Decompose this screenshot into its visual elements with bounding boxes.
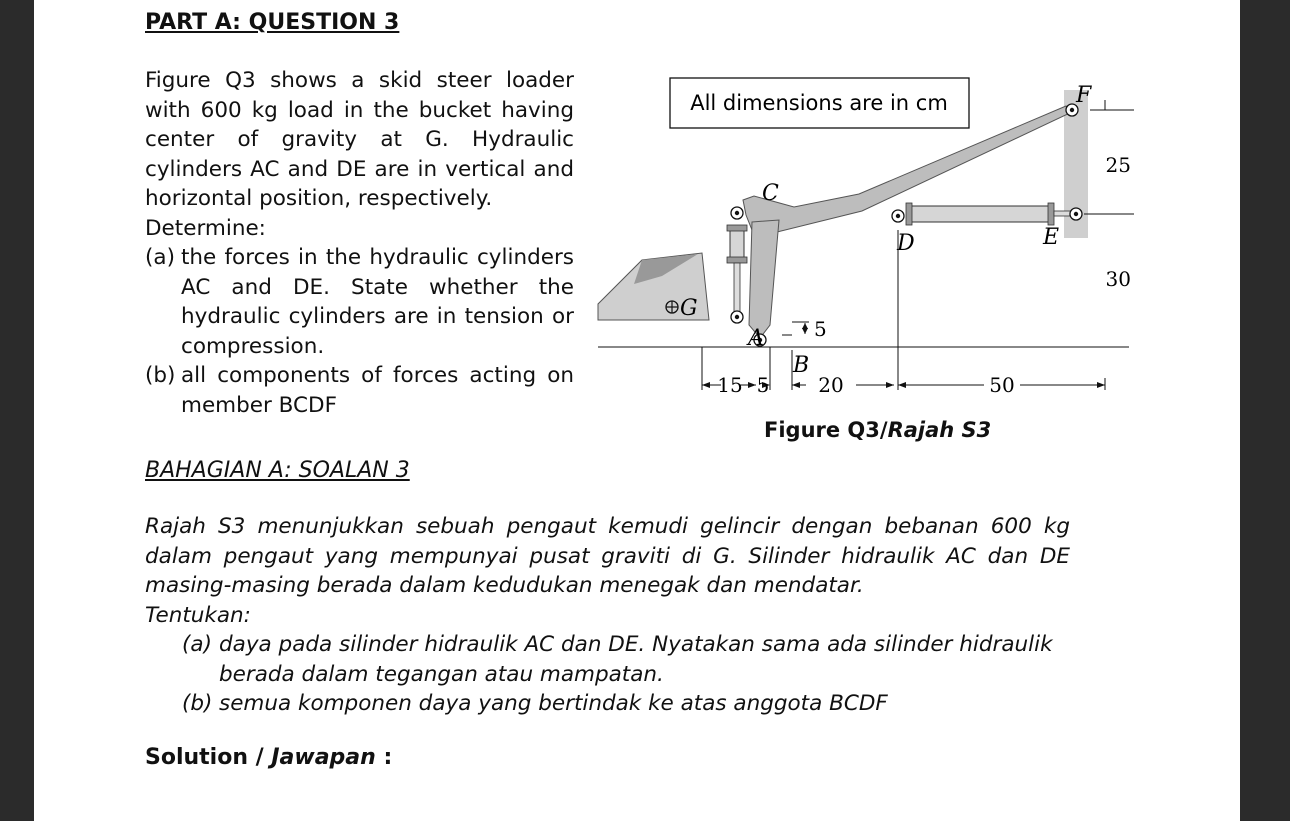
bahagian-a-item-b-text: semua komponen daya yang bertindak ke atas anggota BCDF: [219, 691, 888, 716]
solution-label-text: Solution /: [145, 745, 272, 770]
cylinder-ac-rod: [734, 263, 740, 313]
label-c: C: [762, 181, 779, 206]
figure-q3-diagram: [594, 70, 1134, 405]
bahagian-a-item-a-text: daya pada silinder hidraulik AC dan DE. Nyatakan sama ada silinder hidraulik berada dalam tegangan atau mampatan.: [219, 632, 1053, 687]
label-g: G: [680, 296, 698, 321]
label-e: E: [1043, 225, 1060, 250]
figure-caption: [764, 418, 991, 442]
label-d: D: [897, 231, 915, 256]
part-a-item-b-text: all components of forces acting on member BCDF: [181, 363, 574, 418]
solution-label-colon: :: [375, 745, 393, 770]
bahagian-a-item-a: [145, 630, 1070, 689]
dim-50: 50: [989, 373, 1015, 397]
dim-30: 30: [1105, 267, 1131, 291]
part-a-determine: Determine:: [145, 215, 266, 241]
bahagian-a-determine: Tentukan:: [145, 602, 251, 628]
part-a-item-b: [145, 361, 574, 420]
dim-5-vertical: 5: [814, 317, 827, 341]
cylinder-ac-barrel: [730, 228, 744, 260]
part-a-item-a-text: the forces in the hydraulic cylinders AC and DE. State whether the hydraulic cylinders are in tension or compression.: [181, 245, 574, 359]
arm-lower: [749, 220, 779, 338]
label-f: F: [1076, 83, 1092, 108]
bahagian-a-text: [145, 512, 1070, 719]
solution-label-italic: Jawapan: [271, 745, 376, 770]
part-a-heading: PART A: QUESTION 3: [145, 10, 400, 35]
part-a-item-b-marker: (b): [145, 363, 176, 388]
cylinder-de-barrel: [910, 206, 1051, 222]
figure-caption-bold: Figure Q3/: [764, 418, 888, 442]
part-a-text: [145, 66, 574, 420]
bahagian-a-intro: Rajah S3 menunjukkan sebuah pengaut kemudi gelincir dengan bebanan 600 kg dalam pengaut yang mempunyai pusat graviti di G. Silinder hidraulik AC dan DE masing-masing berada dalam kedudukan menegak dan mendatar.: [145, 514, 1070, 598]
figure-caption-italic: Rajah S3: [887, 418, 992, 442]
part-a-item-a: [145, 243, 574, 361]
bahagian-a-item-b: [145, 689, 1070, 719]
dim-15: 15: [717, 373, 743, 397]
label-a: A: [748, 326, 764, 351]
label-b: B: [793, 353, 810, 378]
dimension-note: All dimensions are in cm: [690, 91, 948, 115]
dim-20: 20: [818, 373, 844, 397]
part-a-intro: Figure Q3 shows a skid steer loader with 600 kg load in the bucket having center of gravity at G. Hydraulic cylinders AC and DE are in vertical and horizontal position, respectively.: [145, 68, 574, 211]
dim-25: 25: [1105, 153, 1131, 177]
part-a-item-a-marker: (a): [145, 245, 175, 270]
dim-5-horizontal: 5: [756, 373, 770, 397]
bahagian-a-heading: BAHAGIAN A: SOALAN 3: [145, 458, 410, 483]
solution-label: [145, 745, 392, 770]
bahagian-a-item-b-marker: (b): [182, 691, 213, 716]
bahagian-a-item-a-marker: (a): [182, 632, 212, 657]
document-page: [34, 0, 1240, 821]
